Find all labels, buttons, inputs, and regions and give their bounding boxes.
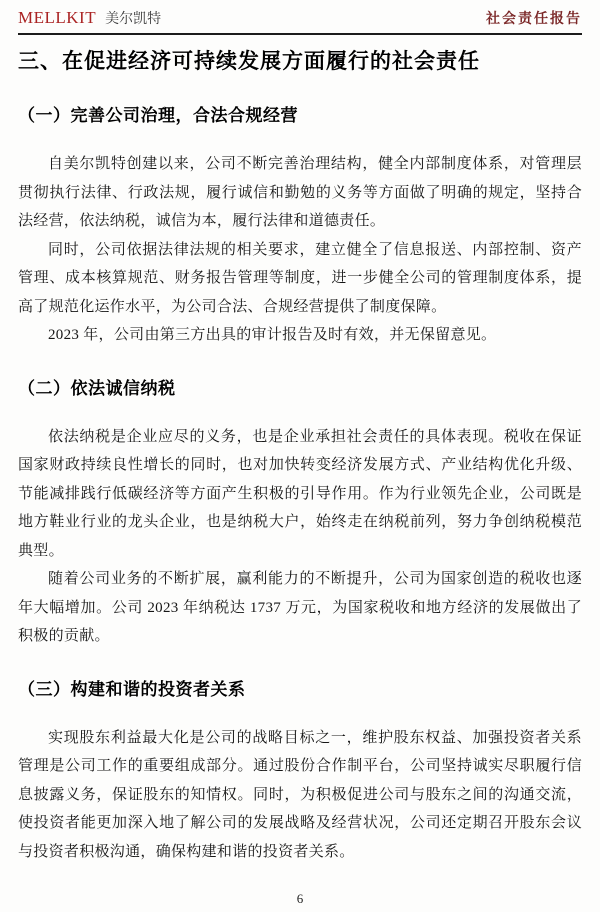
brand [18,8,161,30]
page-footer [0,891,600,907]
section-3-heading: （三）构建和谐的投资者关系 [18,679,246,699]
page-header [18,8,582,30]
section-2-body [18,423,582,651]
section-corporate-governance [18,104,582,350]
page-number: 6 [296,891,304,906]
section-1-body [18,150,582,350]
paragraph: 2023 年，公司由第三方出具的审计报告及时有效，并无保留意见。 [48,327,497,343]
header-divider [18,33,582,35]
brand-name-chinese: 美尔凯特 [105,12,162,27]
section-tax-integrity [18,377,582,651]
section-investor-relations [18,678,582,867]
paragraph: 自美尔凯特创建以来，公司不断完善治理结构，健全内部制度体系，对管理层贯彻执行法律、行政法规，履行诚信和勤勉的义务等方面做了明确的规定，坚持合法经营，依法纳税，诚信为本，履行法律和道德责任。 [18,156,582,229]
section-1-heading: （一）完善公司治理，合法合规经营 [18,106,298,125]
section-2-heading: （二）依法诚信纳税 [18,378,176,398]
main-title: 三、在促进经济可持续发展方面履行的社会责任 [18,50,480,73]
header-doc-title: 社会责任报告 [486,12,582,27]
paragraph: 实现股东利益最大化是公司的战略目标之一，维护股东权益、加强投资者关系管理是公司工作的重要组成部分。通过股份合作制平台，公司坚持诚实尽职履行信息披露义务，保证股东的知情权。同时，为积极促进公司与股东之间的沟通交流，使投资者能更加深入地了解公司的发展战略及经营状况，公司还定期召开股东会议与投资者积极沟通，确保构建和谐的投资者关系。 [18,729,582,860]
paragraph: 随着公司业务的不断扩展，赢利能力的不断提升，公司为国家创造的税收也逐年大幅增加。公司 2023 年纳税达 1737 万元，为国家税收和地方经济的发展做出了积极的贡献。 [18,571,582,644]
paragraph: 依法纳税是企业应尽的义务，也是企业承担社会责任的具体表现。税收在保证国家财政持续良性增长的同时，也对加快转变经济发展方式、产业结构优化升级、节能减排践行低碳经济等方面产生积极的引导作用。作为行业领先企业，公司既是地方鞋业行业的龙头企业，也是纳税大户，始终走在纳税前列，努力争创纳税模范典型。 [18,428,582,559]
section-3-body [18,724,582,867]
brand-logo-text: MELLKIT [18,8,97,27]
paragraph: 同时，公司依据法律法规的相关要求，建立健全了信息报送、内部控制、资产管理、成本核算规范、财务报告管理等制度，进一步健全公司的管理制度体系，提高了规范化运作水平，为公司合法、合规经营提供了制度保障。 [18,241,582,315]
